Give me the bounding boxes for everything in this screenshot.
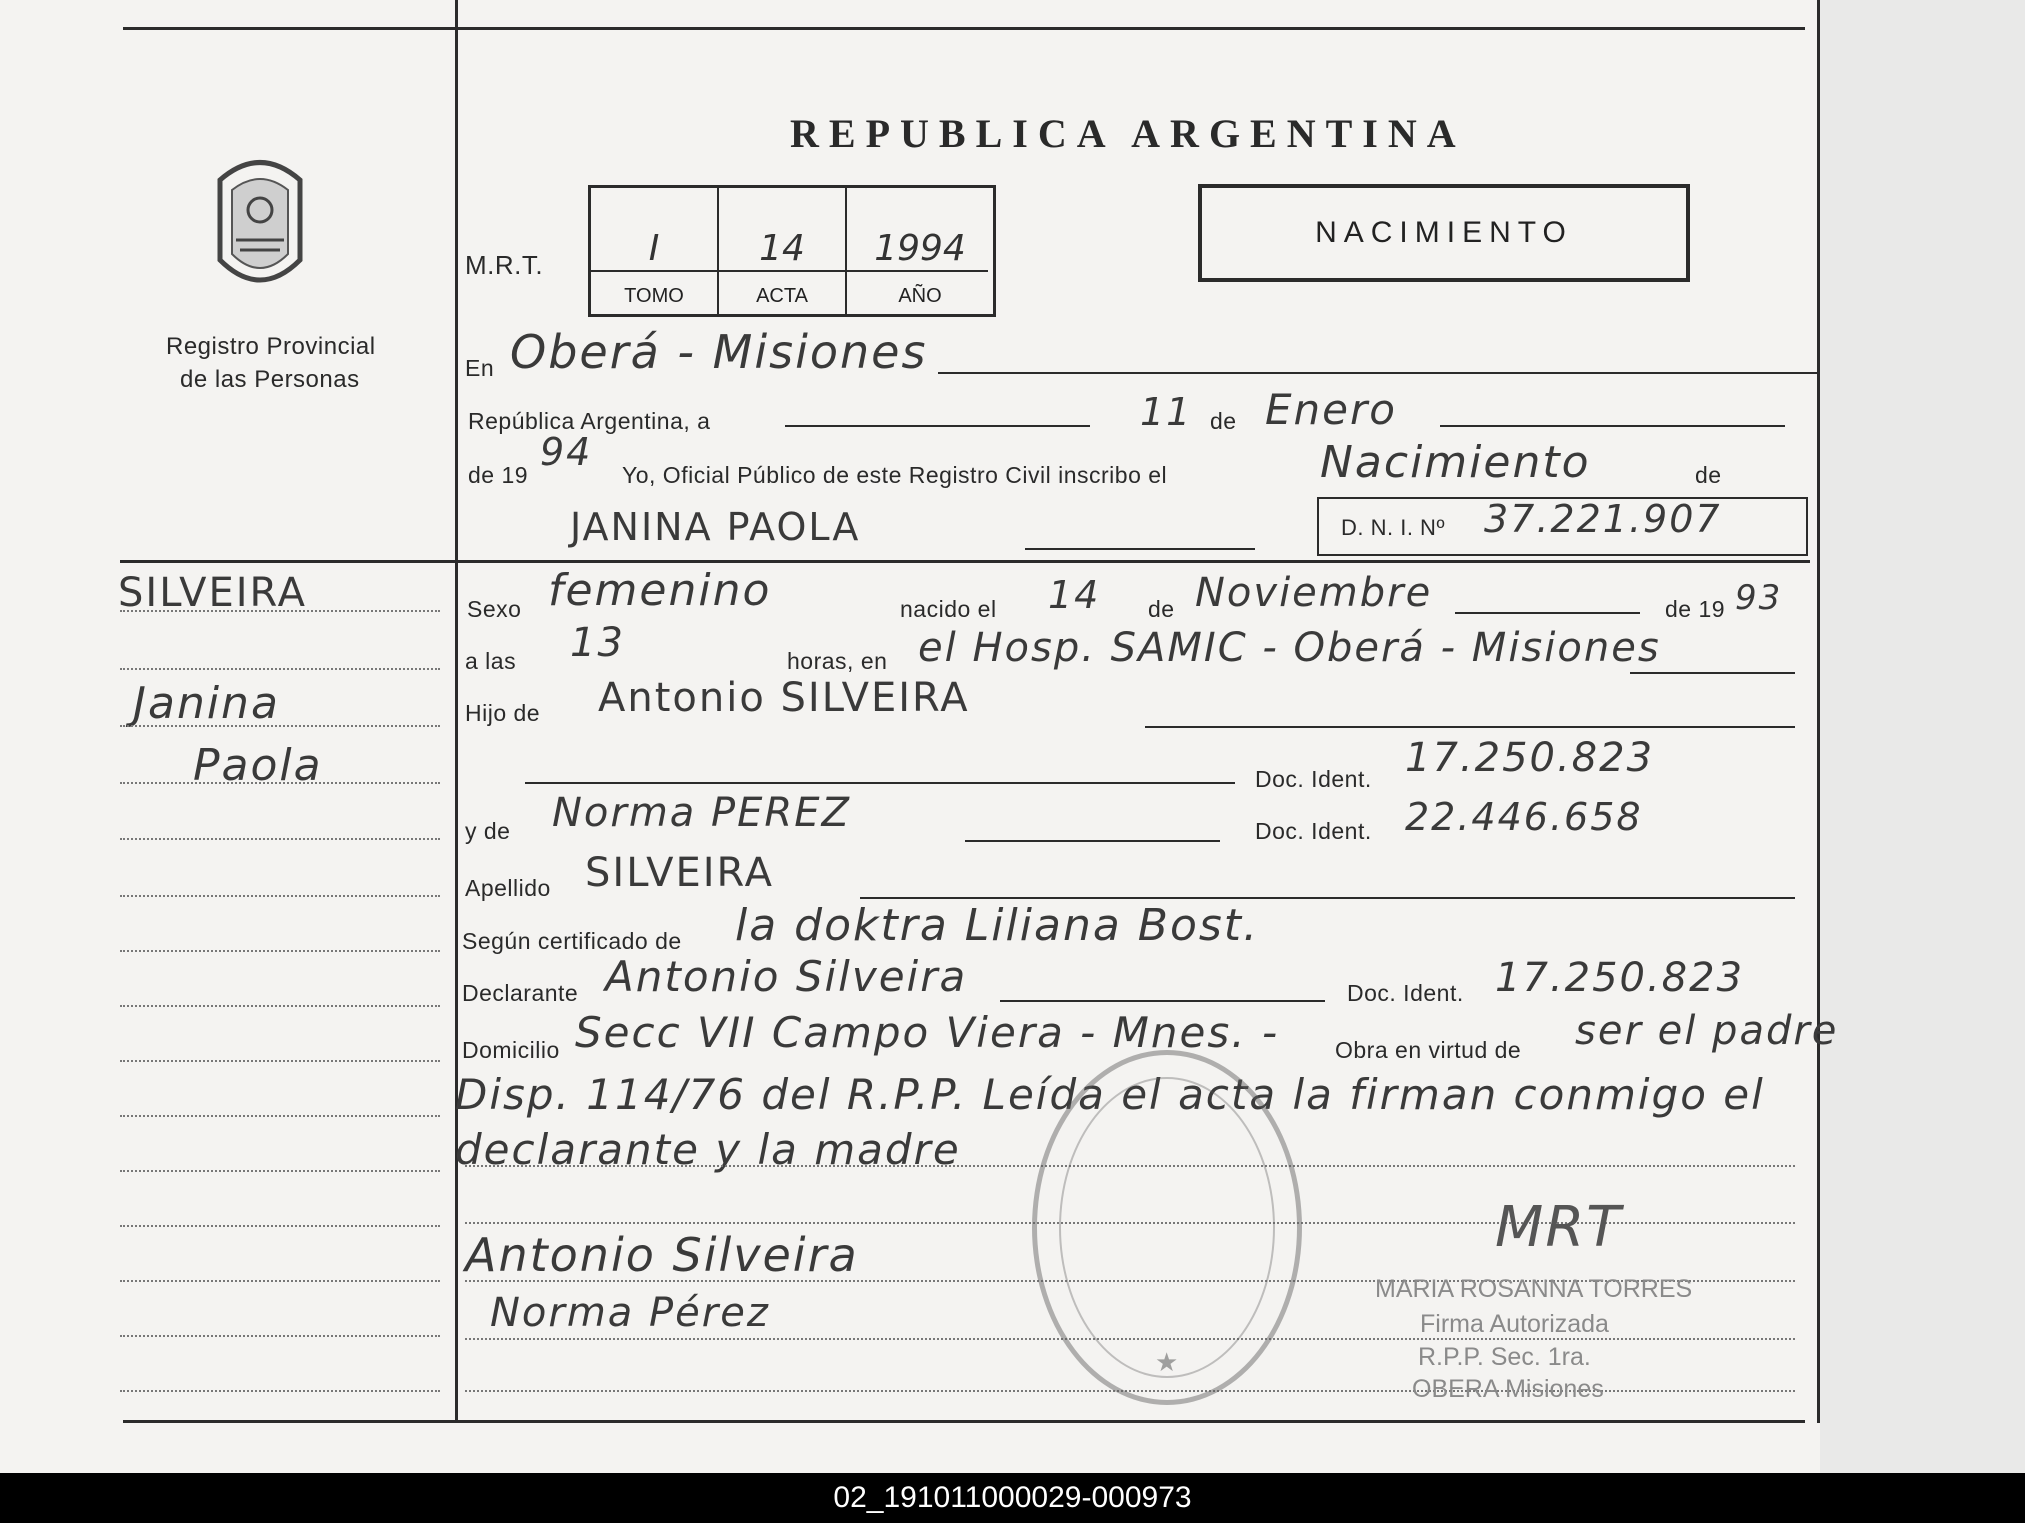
margin-line — [120, 1115, 440, 1117]
registration-month: Enero — [1265, 385, 1397, 434]
a-las-label: a las — [465, 648, 517, 674]
child-given-names: JANINA PAOLA — [570, 505, 861, 549]
de-19-label: de 19 — [468, 462, 529, 488]
registration-year: 94 — [540, 430, 593, 474]
right-border — [1817, 0, 1820, 1423]
apellido-label: Apellido — [465, 875, 551, 901]
declarant-doc: 17.250.823 — [1495, 955, 1745, 1001]
republica-label: República Argentina, a — [468, 408, 711, 434]
seal-inner-ring — [1059, 1077, 1275, 1378]
place-value: Oberá - Misiones — [510, 325, 928, 379]
margin-line — [120, 1225, 440, 1227]
doc-ident-label-1: Doc. Ident. — [1255, 766, 1372, 792]
mother-doc: 22.446.658 — [1405, 795, 1643, 839]
en-label: En — [465, 355, 495, 381]
declarante-label: Declarante — [462, 980, 579, 1006]
margin-line — [120, 668, 440, 670]
margin-line — [120, 1005, 440, 1007]
field-line — [1000, 1000, 1325, 1002]
registry-name-line1: Registro Provincial — [166, 333, 376, 360]
section-rule — [120, 560, 1810, 563]
acta-caption: ACTA — [756, 285, 808, 307]
dni-label: D. N. I. Nº — [1341, 515, 1445, 540]
field-line — [1440, 425, 1785, 427]
field-line — [525, 782, 1235, 784]
registration-day: 11 — [1140, 390, 1193, 434]
top-rule — [123, 27, 1805, 30]
page-edge — [1820, 0, 2025, 1473]
birth-month: Noviembre — [1195, 570, 1433, 616]
father-doc: 17.250.823 — [1405, 735, 1655, 781]
de-label-3: de — [1148, 596, 1175, 622]
hijo-de-label: Hijo de — [465, 700, 541, 726]
margin-given-name-1: Janina — [133, 678, 280, 729]
margin-line — [120, 610, 440, 612]
father-name: Antonio SILVEIRA — [598, 675, 970, 721]
mrt-label: M.R.T. — [465, 250, 544, 280]
official-name: MARIA ROSANNA TORRES — [1375, 1275, 1693, 1303]
nacido-label: nacido el — [900, 596, 997, 622]
margin-line — [120, 950, 440, 952]
mother-name: Norma PEREZ — [552, 790, 851, 836]
registry-name-line2: de las Personas — [180, 366, 360, 393]
margin-line — [120, 1280, 440, 1282]
margin-line — [120, 1335, 440, 1337]
certificate-issuer: la doktra Liliana Bost. — [735, 900, 1260, 951]
officer-statement: Yo, Oficial Público de este Registro Civil inscribo el — [622, 462, 1168, 488]
domicilio-label: Domicilio — [462, 1037, 560, 1063]
obra-label: Obra en virtud de — [1335, 1037, 1522, 1063]
segun-certificado-label: Según certificado de — [462, 928, 682, 954]
de-label-2: de — [1695, 462, 1722, 488]
tomo-caption: TOMO — [624, 285, 684, 307]
obra-value: ser el padre — [1575, 1008, 1839, 1054]
doc-ident-label-2: Doc. Ident. — [1255, 818, 1372, 844]
official-seal — [1032, 1050, 1302, 1405]
margin-line — [120, 1390, 440, 1392]
ano-cell — [847, 188, 993, 314]
official-section: R.P.P. Sec. 1ra. — [1418, 1343, 1591, 1371]
signature-mother: Norma Pérez — [490, 1290, 770, 1336]
field-line — [1455, 612, 1640, 614]
observation-line-2: declarante y la madre — [455, 1125, 961, 1174]
y-de-label: y de — [465, 818, 511, 844]
margin-surname: SILVEIRA — [118, 570, 308, 616]
margin-given-name-2: Paola — [193, 740, 323, 791]
official-initials: MRT — [1495, 1195, 1623, 1260]
declarant-name: Antonio Silveira — [605, 952, 968, 1001]
de-19-label-2: de 19 — [1665, 596, 1726, 622]
ano-value: 1994 — [874, 228, 966, 269]
margin-line — [120, 895, 440, 897]
domicile-value: Secc VII Campo Viera - Mnes. - — [575, 1008, 1280, 1057]
certificate-type-box: NACIMIENTO — [1198, 184, 1690, 282]
seal-star-icon: ★ — [1155, 1347, 1179, 1377]
field-line — [965, 840, 1220, 842]
horas-label: horas, en — [787, 648, 888, 674]
field-line — [1145, 726, 1795, 728]
margin-line — [120, 782, 440, 784]
signature-declarant: Antonio Silveira — [465, 1228, 859, 1282]
dni-box — [1317, 497, 1808, 556]
observation-line-1: Disp. 114/76 del R.P.P. Leída el acta la firman conmigo el — [455, 1070, 1765, 1119]
acta-value: 14 — [759, 228, 805, 269]
scan-identifier: 02_191011000029-000973 — [0, 1473, 2025, 1523]
field-line — [1025, 548, 1255, 550]
mrt-inner-rule — [590, 270, 988, 272]
official-location: OBERA Misiones — [1412, 1375, 1604, 1403]
margin-line — [120, 725, 440, 727]
birth-day: 14 — [1048, 573, 1101, 617]
tomo-cell — [591, 188, 719, 314]
sex-value: femenino — [548, 565, 772, 616]
birth-place: el Hosp. SAMIC - Oberá - Misiones — [918, 625, 1661, 671]
birth-hour: 13 — [570, 620, 625, 666]
ano-caption: AÑO — [898, 285, 942, 307]
margin-line — [120, 1060, 440, 1062]
field-line — [1630, 672, 1795, 674]
sexo-label: Sexo — [467, 596, 522, 622]
field-line — [860, 897, 1795, 899]
de-label-1: de — [1210, 408, 1237, 434]
misiones-coat-of-arms — [210, 150, 310, 300]
margin-line — [120, 838, 440, 840]
field-line — [785, 425, 1090, 427]
column-divider — [455, 0, 458, 1423]
bottom-rule — [123, 1420, 1805, 1423]
birth-year: 93 — [1735, 578, 1783, 618]
official-role: Firma Autorizada — [1420, 1310, 1609, 1338]
event-type: Nacimiento — [1320, 437, 1591, 488]
registry-reference-table — [588, 185, 996, 317]
doc-ident-label-3: Doc. Ident. — [1347, 980, 1464, 1006]
surname-value: SILVEIRA — [585, 850, 775, 896]
dni-value: 37.221.907 — [1484, 497, 1722, 541]
document-title: REPUBLICA ARGENTINA — [790, 111, 1466, 156]
margin-line — [120, 1170, 440, 1172]
field-line — [938, 372, 1818, 374]
acta-cell — [719, 188, 847, 314]
tomo-value: I — [648, 228, 660, 269]
